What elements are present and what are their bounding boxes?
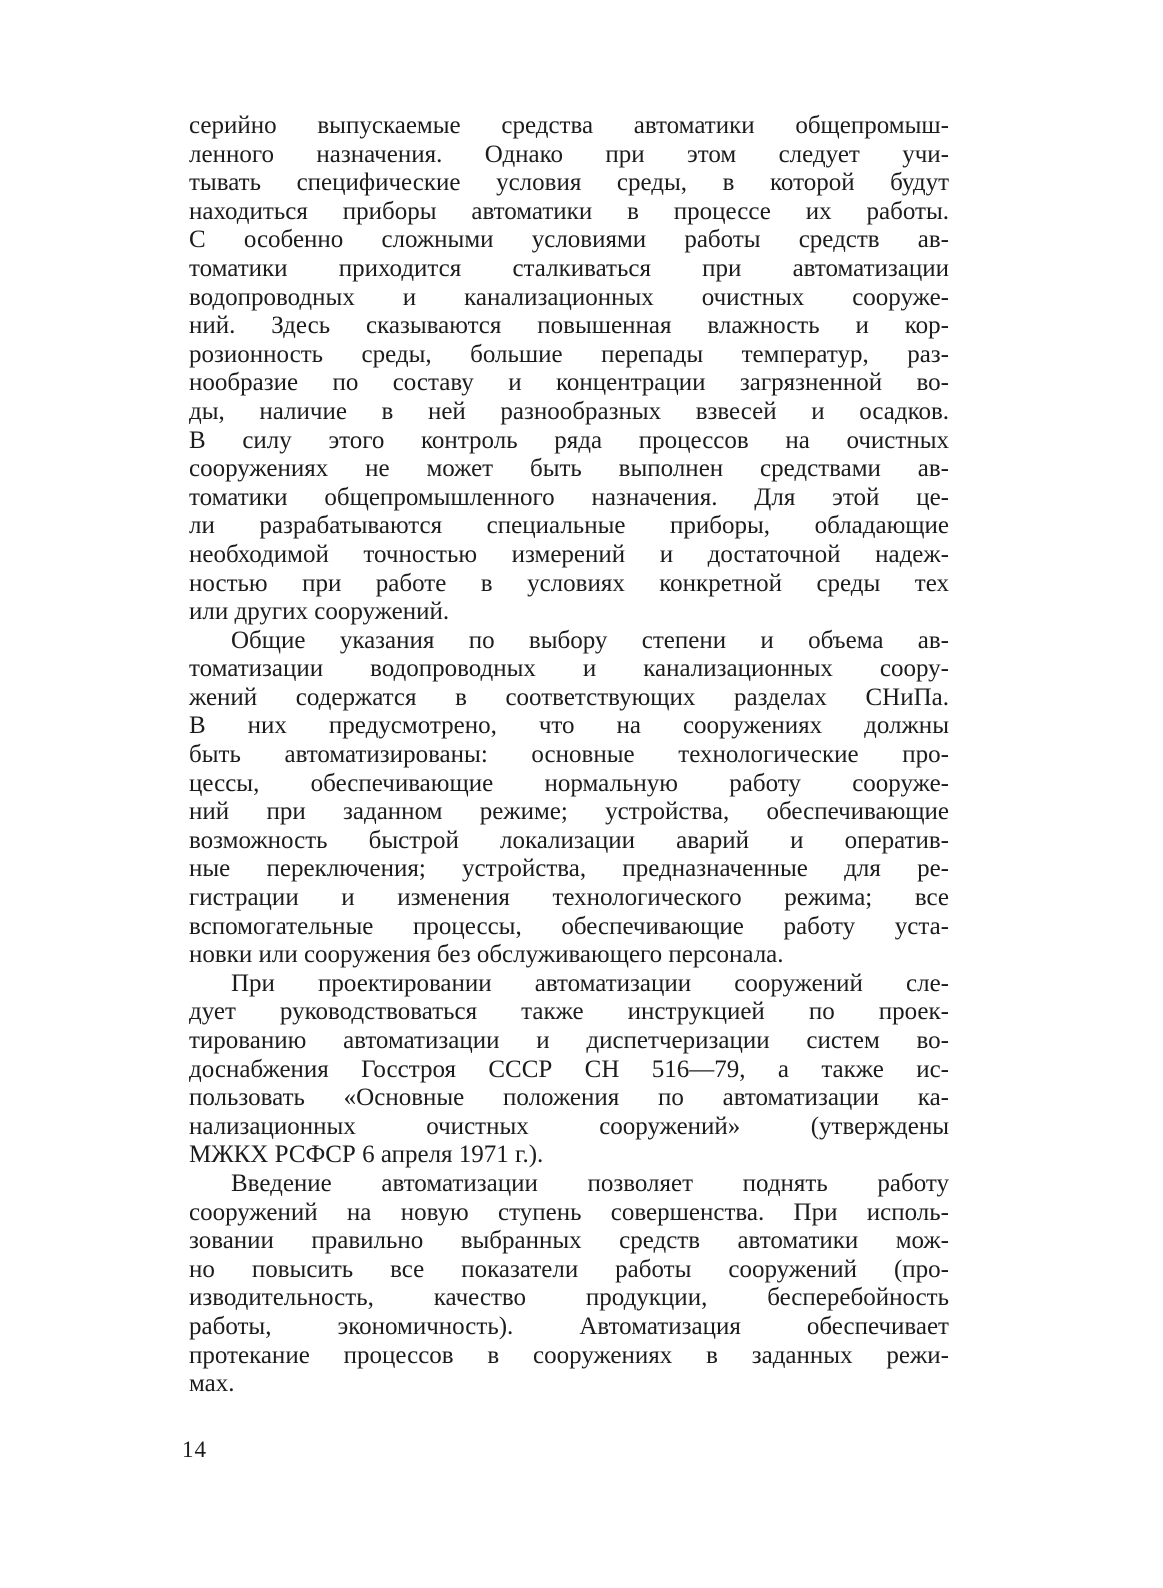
text-line: протекание процессов в сооружениях в заданных режи- <box>189 1341 949 1369</box>
text-line: При проектировании автоматизации сооружений сле- <box>231 969 949 997</box>
text-line: пользовать «Основные положения по автоматизации ка- <box>189 1084 949 1112</box>
text-line: томатизации водопроводных и канализационных соору- <box>189 655 949 683</box>
text-line: работы, экономичность). Автоматизация обеспечивает <box>189 1312 949 1340</box>
paragraph-3 <box>189 970 949 1170</box>
text-line: Общие указания по выбору степени и объема ав- <box>231 626 949 654</box>
text-line: возможность быстрой локализации аварий и оператив- <box>189 826 949 854</box>
text-line: изводительность, качество продукции, бесперебойность <box>189 1284 949 1312</box>
page-number: 14 <box>182 1437 207 1462</box>
text-line: водопроводных и канализационных очистных сооруже- <box>189 283 949 311</box>
text-line: сооружений на новую ступень совершенства. При исполь- <box>189 1198 949 1226</box>
text-line: но повысить все показатели работы сооружений (про- <box>189 1255 949 1283</box>
text-line: ленного назначения. Однако при этом следует учи- <box>189 140 949 168</box>
body-text <box>189 112 949 1399</box>
text-line: цессы, обеспечивающие нормальную работу сооруже- <box>189 769 949 797</box>
text-line: С особенно сложными условиями работы средств ав- <box>189 226 949 254</box>
text-line: В них предусмотрено, что на сооружениях должны <box>189 712 949 740</box>
text-line: быть автоматизированы: основные технологические про- <box>189 741 949 769</box>
text-line: доснабжения Госстроя СССР СН 516—79, а также ис- <box>189 1055 949 1083</box>
text-line: необходимой точностью измерений и достаточной надеж- <box>189 540 949 568</box>
text-line: новки или сооружения без обслуживающего персонала. <box>189 941 784 969</box>
text-line: жений содержатся в соответствующих разделах СНиПа. <box>189 683 949 711</box>
text-line: или других сооружений. <box>189 598 450 626</box>
paragraph-1 <box>189 112 949 627</box>
text-line: Введение автоматизации позволяет поднять работу <box>231 1169 949 1197</box>
paragraph-4 <box>189 1170 949 1399</box>
text-line: ды, наличие в ней разнообразных взвесей и осадков. <box>189 397 949 425</box>
text-line: дует руководствоваться также инструкцией по проек- <box>189 998 949 1026</box>
text-line: тированию автоматизации и диспетчеризации систем во- <box>189 1027 949 1054</box>
text-line: ний при заданном режиме; устройства, обеспечивающие <box>189 798 949 826</box>
text-line: зовании правильно выбранных средств автоматики мож- <box>189 1227 949 1255</box>
paragraph-2 <box>189 627 949 970</box>
text-line: вспомогательные процессы, обеспечивающие работу уста- <box>189 912 949 940</box>
text-line: ли разрабатываются специальные приборы, обладающие <box>189 512 949 540</box>
text-line: томатики общепромышленного назначения. Для этой це- <box>189 483 949 511</box>
text-line: тывать специфические условия среды, в которой будут <box>189 169 949 197</box>
text-line: серийно выпускаемые средства автоматики общепромыш- <box>189 112 949 139</box>
text-line: розионность среды, большие перепады температур, раз- <box>189 340 949 368</box>
text-line: В силу этого контроль ряда процессов на очистных <box>189 426 949 454</box>
text-line: нообразие по составу и концентрации загрязненной во- <box>189 369 949 397</box>
text-line: томатики приходится сталкиваться при автоматизации <box>189 254 949 282</box>
text-line: мах. <box>189 1370 235 1398</box>
text-line: гистрации и изменения технологического режима; все <box>189 884 949 912</box>
text-line: ний. Здесь сказываются повышенная влажность и кор- <box>189 312 949 340</box>
text-line: находиться приборы автоматики в процессе их работы. <box>189 197 949 225</box>
text-line: нализационных очистных сооружений» (утверждены <box>189 1112 949 1140</box>
text-line: сооружениях не может быть выполнен средствами ав- <box>189 455 949 483</box>
text-line: МЖКХ РСФСР 6 апреля 1971 г.). <box>189 1141 544 1169</box>
text-line: ные переключения; устройства, предназначенные для ре- <box>189 855 949 883</box>
text-line: ностью при работе в условиях конкретной среды тех <box>189 569 949 597</box>
